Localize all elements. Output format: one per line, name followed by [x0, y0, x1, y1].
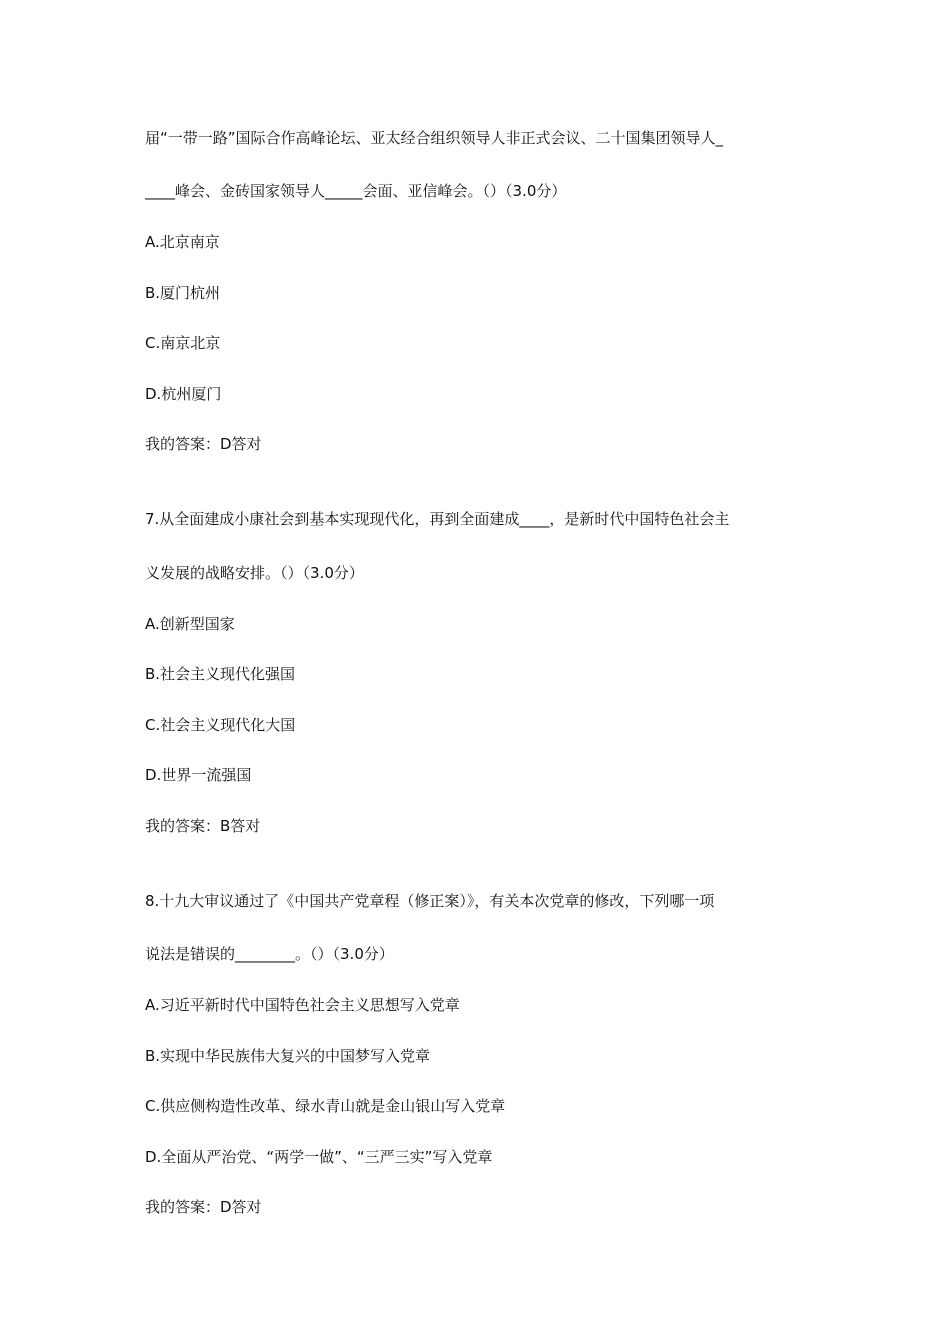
option-d: D.全面从严治党、“两学一做”、“三严三实”写入党章 — [145, 1148, 493, 1166]
question-stem: 说法是错误的________。（）（3.0分） — [145, 945, 394, 963]
option-c: C.社会主义现代化大国 — [145, 716, 296, 734]
option-a: A.创新型国家 — [145, 615, 235, 633]
question-stem: 届“一带一路”国际合作高峰论坛、亚太经合组织领导人非正式会议、二十国集团领导人_ — [145, 129, 724, 147]
option-b: B.实现中华民族伟大复兴的中国梦写入党章 — [145, 1047, 431, 1065]
my-answer: 我的答案：B答对 — [145, 817, 261, 835]
question-stem: 8.十九大审议通过了《中国共产党章程（修正案）》，有关本次党章的修改，下列哪一项 — [145, 892, 715, 910]
option-d: D.世界一流强国 — [145, 766, 252, 784]
option-d: D.杭州厦门 — [145, 385, 222, 403]
option-a: A.习近平新时代中国特色社会主义思想写入党章 — [145, 996, 460, 1014]
question-stem: 义发展的战略安排。（）（3.0分） — [145, 564, 364, 582]
question-stem: ____峰会、金砖国家领导人_____会面、亚信峰会。（）（3.0分） — [145, 182, 567, 200]
option-c: C.南京北京 — [145, 334, 221, 352]
option-b: B.厦门杭州 — [145, 284, 221, 302]
my-answer: 我的答案：D答对 — [145, 1198, 262, 1216]
option-c: C.供应侧构造性改革、绿水青山就是金山银山写入党章 — [145, 1097, 506, 1115]
my-answer: 我的答案：D答对 — [145, 435, 262, 453]
option-a: A.北京南京 — [145, 233, 220, 251]
option-b: B.社会主义现代化强国 — [145, 665, 296, 683]
question-stem: 7.从全面建成小康社会到基本实现现代化，再到全面建成____，是新时代中国特色社会主 — [145, 510, 730, 528]
